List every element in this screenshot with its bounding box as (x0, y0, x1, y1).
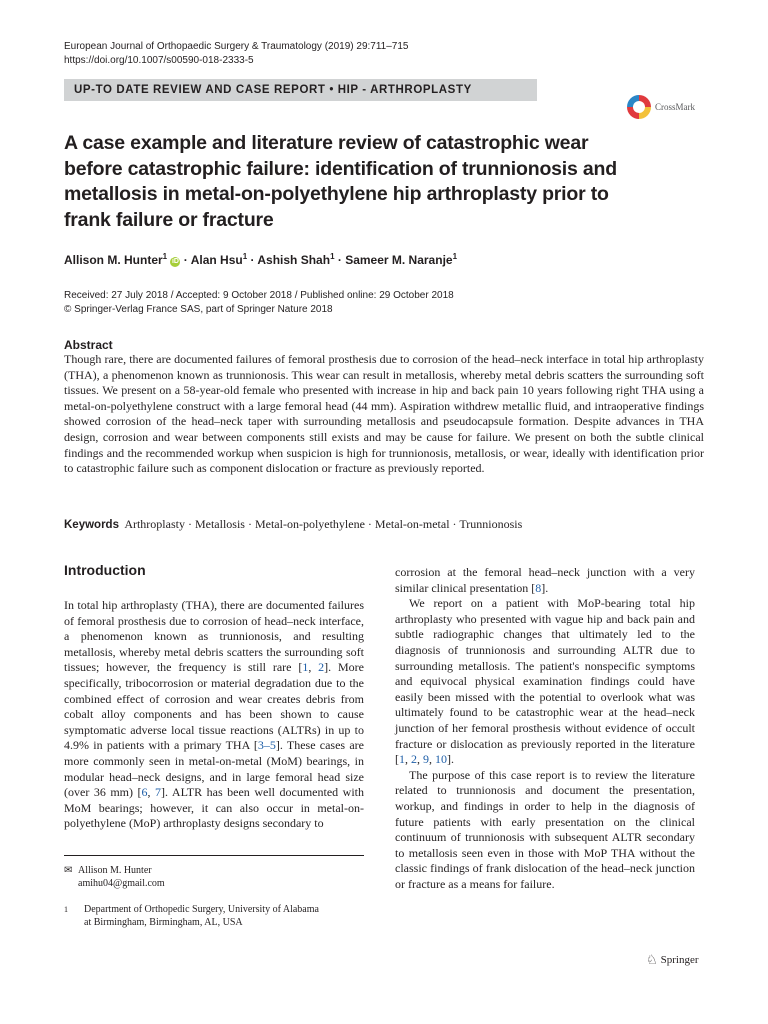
text-run: , (417, 752, 423, 767)
author-name: Sameer M. Naranje (345, 253, 453, 267)
text-run: , (429, 752, 435, 767)
text-run: corrosion at the femoral head–neck junction with a very similar clinical presentation [ (395, 565, 695, 595)
journal-citation: European Journal of Orthopaedic Surgery & Traumatology (2019) 29:711–715 (64, 41, 409, 52)
keywords-heading: Keywords (64, 519, 119, 531)
envelope-icon: ✉ (64, 865, 73, 876)
paragraph (395, 596, 695, 768)
publisher-logo (646, 952, 699, 968)
affiliation-line: Department of Orthopedic Surgery, University of Alabama (84, 904, 319, 915)
author-affiliation-mark: 1 (452, 252, 458, 261)
citation-link[interactable]: 3–5 (257, 738, 276, 753)
author-affiliation-mark: 1 (330, 252, 335, 261)
text-run: ]. (541, 580, 549, 595)
affiliation-line: at Birmingham, Birmingham, AL, USA (84, 917, 243, 928)
journal-header (64, 40, 408, 68)
abstract-text: Though rare, there are documented failures of femoral prosthesis due to corrosion of the head–neck interface in total hip arthroplasty (THA), a phenomenon known as trunnionosis. This wear can result in metallosis, whereby metal debris scatters the surrounding soft tissues. We present on a 58-year-old female who presented with increase in hip and back pain 10 years following right THA using a metal-on-polyethylene construct with a large femoral head (44 mm). Aspiration withdrew metallic fluid, and intraoperative findings showed corrosion of the head–neck taper with surrounding metallosis and pseudocapsule formation. Despite advances in THA design, corrosion and wear between components still exists and may be cause for failure. We present on both the subtle clinical findings and the recommended workup when suspicion is high for trunnionosis, metallosis, or wear, ideally with identification prior to catastrophic failure such as component dislocation or fracture as previously reported. (64, 352, 704, 476)
author-name: Allison M. Hunter (64, 253, 163, 267)
keywords-line (64, 516, 704, 533)
doi-link[interactable]: https://doi.org/10.1007/s00590-018-2333-5 (64, 55, 254, 66)
footnote-divider (64, 855, 364, 856)
author-affiliation-mark: 1 (162, 252, 168, 261)
crossmark-button[interactable] (627, 93, 707, 121)
article-title: A case example and literature review of catastrophic wear before catastrophic failure: identification of trunnionosis and metallosis in metal-on-polyethylene hip arthroplasty prior to frank failure or fracture (64, 132, 617, 231)
orcid-icon[interactable]: iD (171, 258, 179, 265)
keywords-text: Arthroplasty · Metallosis · Metal-on-polyethylene · Metal-on-metal · Trunnionosis (124, 517, 523, 531)
contact-email[interactable]: amihu04@gmail.com (78, 878, 165, 889)
publisher-name: Springer (660, 954, 699, 966)
text-run: ]. ALTR has been well documented with MoM bearings; however, it can also occur in metal-on-polyethylene (MoP) arthroplasty designs secondary to (64, 785, 364, 831)
text-column-left (64, 598, 364, 832)
author-affiliation-mark: 1 (242, 252, 248, 261)
introduction-heading: Introduction (64, 562, 146, 578)
paragraph: The purpose of this case report is to review the literature related to trunnionosis and document the presentation, workup, and findings in order to help in the diagnosis of future patients with early presentation on the clinical continuum of trunnionosis with subsequent ALTR secondary to metallosis seen even in those with MoP THA without the classic findings of frank dislocation of the head–neck junction or fracture as a means for failure. (395, 767, 695, 891)
copyright-line: © Springer-Verlag France SAS, part of Springer Nature 2018 (64, 304, 333, 315)
author-separator: · (334, 253, 346, 267)
citation-link[interactable]: 8 (535, 580, 542, 595)
author-separator: · (180, 253, 191, 267)
citation-link[interactable]: 9 (423, 752, 429, 767)
text-run: , (405, 752, 411, 767)
date-history: Received: 27 July 2018 / Accepted: 9 October 2018 / Published online: 29 October 2018 (64, 290, 454, 301)
crossmark-icon (627, 95, 651, 119)
text-run: , (308, 660, 319, 675)
text-run: , (147, 785, 156, 800)
abstract-heading: Abstract (64, 338, 113, 352)
citation-link[interactable]: 7 (155, 785, 162, 800)
citation-link[interactable]: 2 (411, 752, 417, 767)
text-run: ]. These cases are more commonly seen in metal-on-metal (MoM) bearings, in modular head–neck designs, and in large femoral head size (over 36 mm) [ (64, 738, 364, 800)
citation-link[interactable]: 2 (318, 660, 325, 675)
author-name: Alan Hsu (190, 253, 243, 267)
citation-link[interactable]: 6 (141, 785, 148, 800)
citation-link[interactable]: 10 (435, 752, 447, 767)
author-separator: · (247, 253, 258, 267)
paragraph (395, 565, 695, 596)
author-name: Ashish Shah (257, 253, 331, 267)
text-run: ]. More specifically, tribocorrosion or material degradation due to the combined effect of corrosion and wear creates debris from cobalt alloy components and has been shown to cause symptomatic adverse local tissue reactions (ALTRs) in up to 4.9% in patients with a primary THA [ (64, 660, 364, 753)
publication-dates (64, 289, 454, 317)
crossmark-label: CrossMark (655, 102, 695, 112)
affiliation-footnote (64, 903, 364, 929)
text-run: ]. (447, 752, 454, 767)
text-run: In total hip arthroplasty (THA), there are documented failures of femoral prosthesis due to corrosion of head–neck interface, a phenomenon known as trunnionosis, and resulting metallosis, whereby metal debris scatters the surrounding soft tissues; however, the frequency is still rare [ (64, 598, 364, 675)
citation-link[interactable]: 1 (302, 660, 309, 675)
citation-link[interactable]: 1 (399, 752, 405, 767)
affiliation-number: 1 (64, 905, 68, 914)
section-label-bar: UP-TO DATE REVIEW AND CASE REPORT • HIP - ARTHROPLASTY (64, 79, 537, 101)
springer-horse-icon: ♘ (646, 952, 658, 967)
contact-name: Allison M. Hunter (78, 865, 152, 876)
author-list (64, 249, 457, 268)
text-run: We report on a patient with MoP-bearing total hip arthroplasty who presented with vague hip and back pain and subtle radiographic changes that ultimately led to the diagnosis of trunnionosis and surrounding ALTR due to surrounding metallosis. The patient's nonspecific symptoms and equivocal physical examination findings could have easily been missed with the potential to overlook what was ultimately found to be catastrophic wear at the head–neck junction of her femoral prosthesis without evidence of occult fracture or dislocation as previously reported in the literature [ (395, 596, 695, 767)
paragraph (64, 598, 364, 832)
corresponding-author-footnote (64, 864, 165, 890)
text-column-right (395, 565, 695, 892)
